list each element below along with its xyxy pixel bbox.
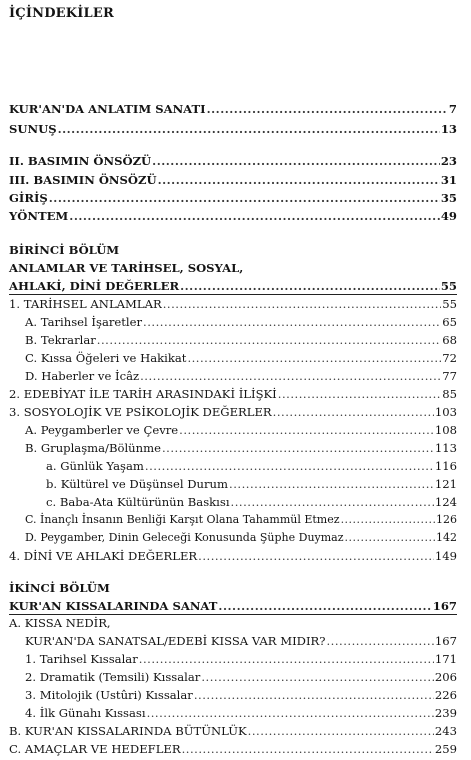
toc-entry[interactable] bbox=[9, 723, 457, 739]
toc-entry[interactable] bbox=[9, 101, 457, 117]
entry-page: 7 bbox=[448, 102, 457, 116]
toc-entry[interactable] bbox=[9, 208, 457, 224]
entry-label: KUR'AN KISSALARINDA SANAT bbox=[9, 599, 218, 613]
entry-label: GİRİŞ bbox=[9, 191, 48, 205]
entry-label: SUNUŞ bbox=[9, 122, 57, 136]
entry-label: B. Gruplaşma/Bölünme bbox=[25, 441, 161, 455]
entry-page: 103 bbox=[434, 405, 457, 419]
entry-label: 3. Mitolojik (Ustûri) Kıssalar bbox=[25, 688, 193, 702]
entry-label: c. Baba-Ata Kültürünün Baskısı bbox=[46, 495, 230, 509]
entry-page: 31 bbox=[440, 173, 457, 187]
entry-label: KUR'AN'DA ANLATIM SANATI bbox=[9, 102, 206, 116]
toc-entry[interactable] bbox=[25, 440, 457, 456]
entry-page: 49 bbox=[440, 209, 457, 223]
toc-entry[interactable] bbox=[25, 512, 457, 528]
entry-label: a. Günlük Yaşam bbox=[46, 459, 144, 473]
entry-label: 1. TARİHSEL ANLAMLAR bbox=[9, 297, 162, 311]
entry-label: AHLAKİ, DİNİ DEĞERLER bbox=[9, 279, 180, 293]
entry-page: 149 bbox=[434, 549, 457, 563]
entry-label: YÖNTEM bbox=[9, 209, 69, 223]
entry-label: A. Tarihsel İşaretler bbox=[25, 315, 143, 329]
entry-page: 23 bbox=[440, 154, 457, 168]
toc-entry[interactable] bbox=[25, 314, 457, 330]
entry-page: 116 bbox=[434, 459, 457, 473]
entry-label: II. BASIMIN ÖNSÖZÜ bbox=[9, 154, 152, 168]
entry-label: A. KISSA NEDİR, bbox=[9, 616, 111, 630]
section-rule bbox=[9, 294, 457, 295]
toc-entry[interactable] bbox=[9, 404, 457, 420]
entry-page: 171 bbox=[434, 652, 457, 666]
entry-label: C. AMAÇLAR VE HEDEFLER bbox=[9, 742, 181, 756]
toc-entry[interactable] bbox=[25, 705, 457, 721]
entry-label: III. BASIMIN ÖNSÖZÜ bbox=[9, 173, 157, 187]
entry-page: 35 bbox=[440, 191, 457, 205]
entry-page: 226 bbox=[434, 688, 457, 702]
toc-entry[interactable] bbox=[9, 172, 457, 188]
toc-entry[interactable] bbox=[9, 121, 457, 137]
entry-label: 1. Tarihsel Kıssalar bbox=[25, 652, 138, 666]
entry-label: C. Kıssa Öğeleri ve Hakikat bbox=[25, 351, 187, 365]
page-title: İÇİNDEKİLER bbox=[9, 6, 115, 21]
entry-page: 259 bbox=[434, 742, 457, 756]
entry-page: 167 bbox=[434, 634, 457, 648]
toc-entry[interactable] bbox=[25, 669, 457, 685]
toc-entry[interactable] bbox=[9, 190, 457, 206]
entry-page: 239 bbox=[434, 706, 457, 720]
entry-page: 55 bbox=[442, 297, 457, 311]
entry-page: 55 bbox=[440, 279, 457, 293]
toc-entry[interactable] bbox=[25, 422, 457, 438]
toc-entry[interactable] bbox=[9, 548, 457, 564]
entry-page: 77 bbox=[442, 369, 457, 383]
toc-entry[interactable] bbox=[25, 530, 457, 546]
entry-page: 108 bbox=[434, 423, 457, 437]
part-heading: İKİNCİ BÖLÜM bbox=[9, 581, 110, 595]
entry-label: A. Peygamberler ve Çevre bbox=[25, 423, 179, 437]
entry-page: 206 bbox=[434, 670, 457, 684]
entry-page: 121 bbox=[434, 477, 457, 491]
entry-label: KUR'AN'DA SANATSAL/EDEBİ KISSA VAR MIDIR? bbox=[25, 634, 326, 648]
part-title-line: ANLAMLAR VE TARİHSEL, SOSYAL, bbox=[9, 261, 244, 275]
entry-page: 13 bbox=[440, 122, 457, 136]
toc-entry[interactable] bbox=[25, 368, 457, 384]
entry-page: 126 bbox=[436, 513, 457, 526]
entry-page: 68 bbox=[442, 333, 457, 347]
toc-entry[interactable] bbox=[25, 651, 457, 667]
entry-page: 113 bbox=[434, 441, 457, 455]
entry-label: 4. DİNİ VE AHLAKİ DEĞERLER bbox=[9, 549, 198, 563]
toc-entry[interactable] bbox=[9, 278, 457, 294]
entry-page: 85 bbox=[442, 387, 457, 401]
toc-entry[interactable] bbox=[25, 687, 457, 703]
entry-label: D. Haberler ve İcâz bbox=[25, 369, 140, 383]
entry-page: 167 bbox=[432, 599, 457, 613]
entry-label: 2. Dramatik (Temsili) Kıssalar bbox=[25, 670, 201, 684]
toc-entry[interactable] bbox=[46, 494, 457, 510]
entry-label: B. KUR'AN KISSALARINDA BÜTÜNLÜK bbox=[9, 724, 247, 738]
entry-page: 65 bbox=[442, 315, 457, 329]
toc-entry[interactable] bbox=[25, 633, 457, 649]
entry-label: 2. EDEBİYAT İLE TARİH ARASINDAKİ İLİŞKİ bbox=[9, 387, 277, 401]
toc-entry[interactable] bbox=[46, 476, 457, 492]
entry-page: 142 bbox=[436, 531, 457, 544]
entry-label: C. İnançlı İnsanın Benliği Karşıt Olana Tahammül Etmez bbox=[25, 513, 340, 526]
entry-label: b. Kültürel ve Düşünsel Durum bbox=[46, 477, 229, 491]
entry-page: 124 bbox=[434, 495, 457, 509]
toc-entry[interactable] bbox=[9, 386, 457, 402]
entry-page: 72 bbox=[442, 351, 457, 365]
part-heading: BİRİNCİ BÖLÜM bbox=[9, 243, 120, 257]
toc-entry[interactable] bbox=[9, 598, 457, 614]
toc-entry[interactable] bbox=[9, 296, 457, 312]
entry-label: D. Peygamber, Dinin Geleceği Konusunda Şüphe Duymaz bbox=[25, 531, 344, 544]
entry-label: B. Tekrarlar bbox=[25, 333, 96, 347]
toc-entry[interactable] bbox=[25, 332, 457, 348]
entry-page: 243 bbox=[434, 724, 457, 738]
entry-label: 4. İlk Günahı Kıssası bbox=[25, 706, 146, 720]
toc-entry[interactable] bbox=[9, 741, 457, 757]
toc-entry[interactable] bbox=[9, 153, 457, 169]
toc-entry[interactable] bbox=[46, 458, 457, 474]
entry-label: 3. SOSYOLOJİK VE PSİKOLOJİK DEĞERLER bbox=[9, 405, 272, 419]
toc-entry[interactable] bbox=[25, 350, 457, 366]
